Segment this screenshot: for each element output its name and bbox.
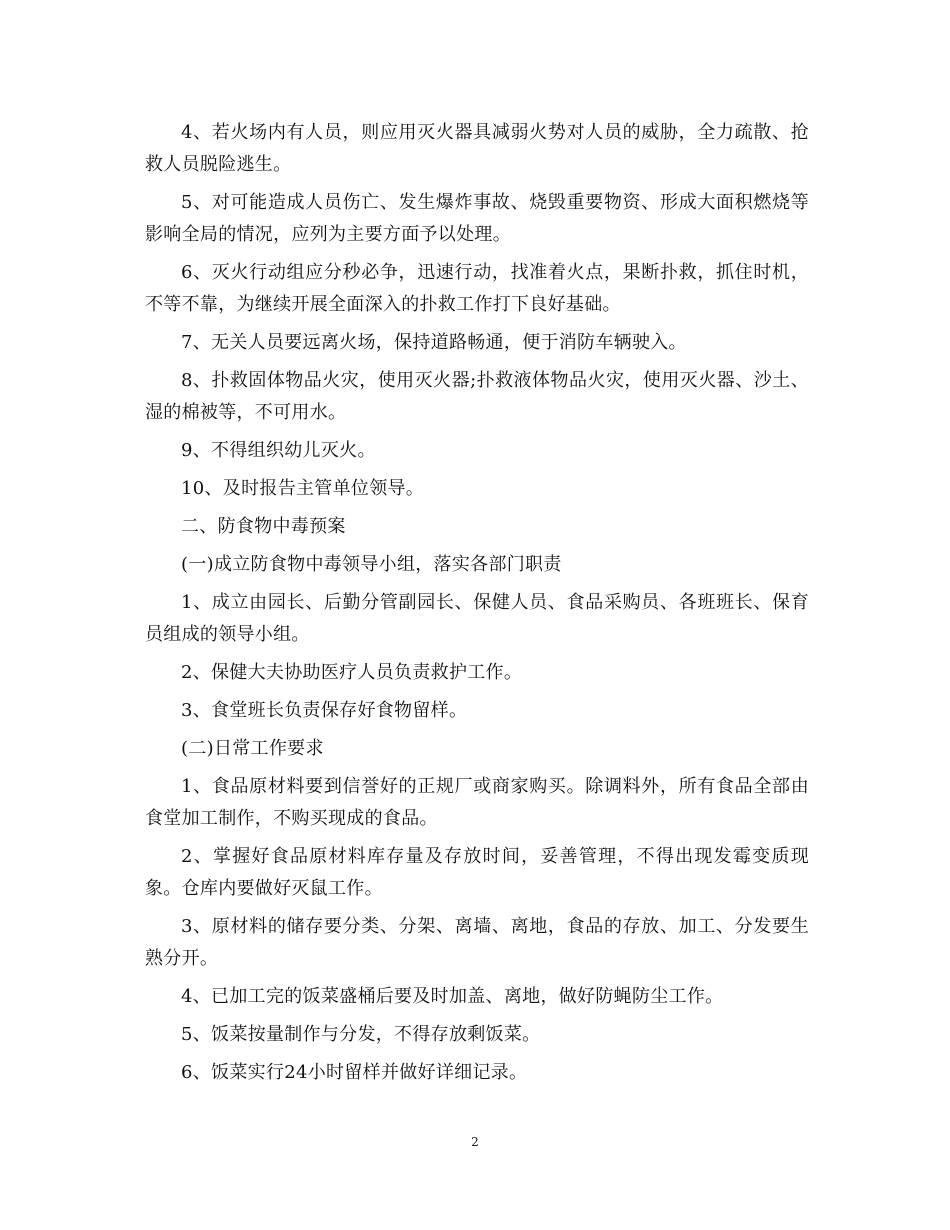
document-body	[145, 117, 809, 1095]
paragraph-fire-item-4: 4、若火场内有人员，则应用灭火器具减弱火势对人员的威胁，全力疏散、抢救人员脱险逃生。	[145, 122, 809, 175]
paragraph-fire-item-8: 8、扑救固体物品火灾，使用灭火器;扑救液体物品火灾，使用灭火器、沙土、湿的棉被等，不可用水。	[145, 370, 809, 423]
subheading-daily-requirements: (二)日常工作要求	[181, 738, 324, 759]
paragraph-group-item-2: 2、保健大夫协助医疗人员负责救护工作。	[181, 662, 523, 683]
paragraph-fire-item-7: 7、无关人员要远离火场，保持道路畅通，便于消防车辆驶入。	[181, 332, 687, 353]
section-heading-food-poisoning: 二、防食物中毒预案	[181, 516, 346, 537]
paragraph-daily-item-6: 6、饭菜实行24小时留样并做好详细记录。	[181, 1062, 528, 1083]
paragraph-fire-item-10: 10、及时报告主管单位领导。	[181, 478, 425, 499]
paragraph-daily-item-1: 1、食品原材料要到信誉好的正规厂或商家购买。除调料外，所有食品全部由食堂加工制作，不购买现成的食品。	[145, 776, 809, 829]
paragraph-group-item-1: 1、成立由园长、后勤分管副园长、保健人员、食品采购员、各班班长、保育员组成的领导小组。	[145, 592, 809, 645]
paragraph-group-item-3: 3、食堂班长负责保存好食物留样。	[181, 700, 468, 721]
paragraph-daily-item-5: 5、饭菜按量制作与分发，不得存放剩饭菜。	[181, 1024, 541, 1045]
paragraph-daily-item-3: 3、原材料的储存要分类、分架、离墙、离地，食品的存放、加工、分发要生熟分开。	[145, 916, 809, 969]
paragraph-fire-item-6: 6、灭火行动组应分秒必争，迅速行动，找准着火点，果断扑救，抓住时机，不等不靠，为继续开展全面深入的扑救工作打下良好基础。	[145, 262, 809, 315]
paragraph-fire-item-5: 5、对可能造成人员伤亡、发生爆炸事故、烧毁重要物资、形成大面积燃烧等影响全局的情况，应列为主要方面予以处理。	[145, 192, 809, 245]
paragraph-daily-item-4: 4、已加工完的饭菜盛桶后要及时加盖、离地，做好防蝇防尘工作。	[181, 986, 724, 1007]
paragraph-fire-item-9: 9、不得组织幼儿灭火。	[181, 440, 376, 461]
paragraph-daily-item-2: 2、掌握好食品原材料库存量及存放时间，妥善管理，不得出现发霉变质现象。仓库内要做好灭鼠工作。	[145, 846, 809, 899]
page-number: 2	[471, 1135, 479, 1149]
subheading-leadership-group: (一)成立防食物中毒领导小组，落实各部门职责	[181, 554, 562, 575]
